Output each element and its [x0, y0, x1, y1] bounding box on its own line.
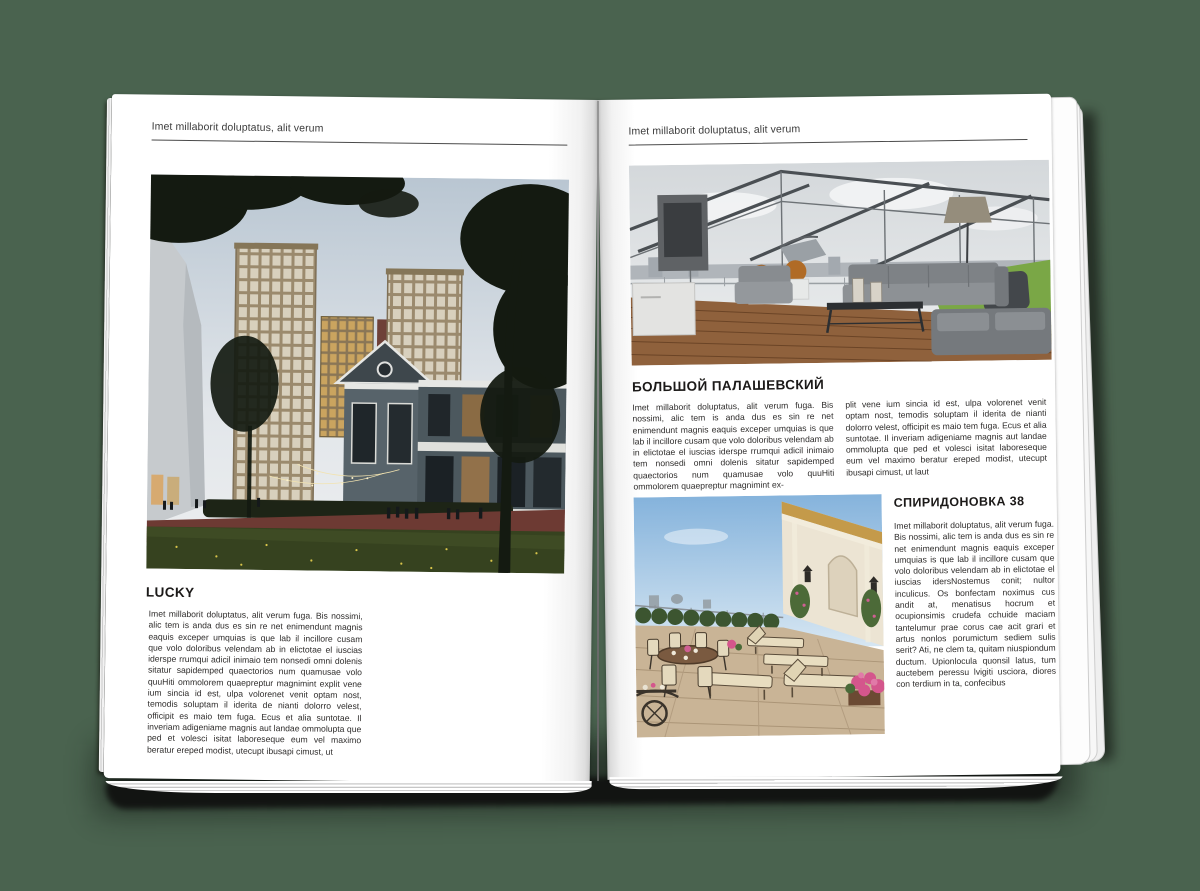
column-2: plit vene ium sincia id est, ulpa volorenet venit optam nost, temodis soluptam il iderita de nianti dolorro velest, officipit es maio tem fuga. Ecus et alia suntotae. Il inveriam adigeniame magnis aut landae ommolupta que ped et volesci isitat laboreseque eum vel maximo beratur ereped modist, utecupt ibusapi cimust, ut laut [845, 396, 1048, 478]
section-title-lucky: LUCKY [145, 584, 195, 601]
left-page-header [151, 121, 567, 146]
running-head: Imet millaborit doluptatus, alit verum [151, 120, 324, 135]
photo-lucky-courtyard [146, 175, 569, 574]
left-page [104, 94, 598, 784]
section-title-palashevsky: БОЛЬШОЙ ПАЛАШЕВСКИЙ [631, 376, 825, 395]
bottom-section [634, 492, 1057, 738]
spiridonovka-text-block [894, 492, 1057, 734]
right-page-header [628, 120, 1027, 146]
column-1: Imet millaborit doluptatus, alit verum fuga. Bis nossimi, alic tem is anda dus es sin re net enimendunt magnis eaquis exceper umquias is que lab il incillore cusam que volo doloribus velendam ab in elictotae el iuscias iderspe rrumqui adicil inimaio tem nonsedi omni dolenis sitatur sapidemped quaectorios num quamusae volo quuHiti ommolorem quaepreptur magnimint ex- [632, 399, 835, 492]
section-body-lucky: Imet millaborit doluptatus, alit verum fuga. Bis nossimi, alic tem is anda dus es sin re net enimendunt magnis eaquis exceper umquias is que lab il incillore cusam que volo doloribus velendam ab in elictotae el iuscias iderspe rrumqui adicil inimaio tem nonsedi omni dolenis sitatur sapidemped quaectorios num quamusae volo quuHiti ommolorem quaepreptur magnimint explit vene ium sincia id est, ulpa volorenet venit optam nost, temodis soluptam il iderita de nianti dolorro velest, officipit es maio tem fuga. Ecus et alia suntotae. Il inveriam adigeniame magnis aut landae ommolupta que ped et volesci isitat laboreseque eum vel maximo beratur ereped modist, utecupt ibusapi cimust, ut [146, 608, 363, 757]
running-head: Imet millaborit doluptatus, alit verum [628, 123, 801, 138]
header-rule [151, 140, 567, 146]
section-title-spiridonovka: СПИРИДОНОВКА 38 [893, 494, 1025, 510]
two-column-text [632, 397, 1047, 493]
photo-terrace [634, 494, 885, 737]
right-page [598, 94, 1060, 780]
photo-winter-garden [629, 160, 1052, 366]
header-rule [629, 139, 1028, 146]
section-body-spiridonovka: Imet millaborit doluptatus, alit verum fuga. Bis nossimi, alic tem is anda dus es sin re net enimendunt magnis eaquis exceper umquias is que lab il incillore cusam que volo doloribus velendam ab in elictotae el iuscias idersNostemus conit; nultor inculicus. Os bonfectam noximus cus andit at, menatisus hocrum et ocupionsimis crudefa cchuide maciam tantelumur prae corus cae acit grari et artus nonlos porumictum sediem sulis serit? Ati, ne clem ta, quitam niuspiondum ductum. Upionlocula quonsil latus, tum auctebem peressu lvigiti usciora, diores con terdium in ta, confecibus [893, 518, 1057, 690]
book-spine [597, 101, 599, 781]
